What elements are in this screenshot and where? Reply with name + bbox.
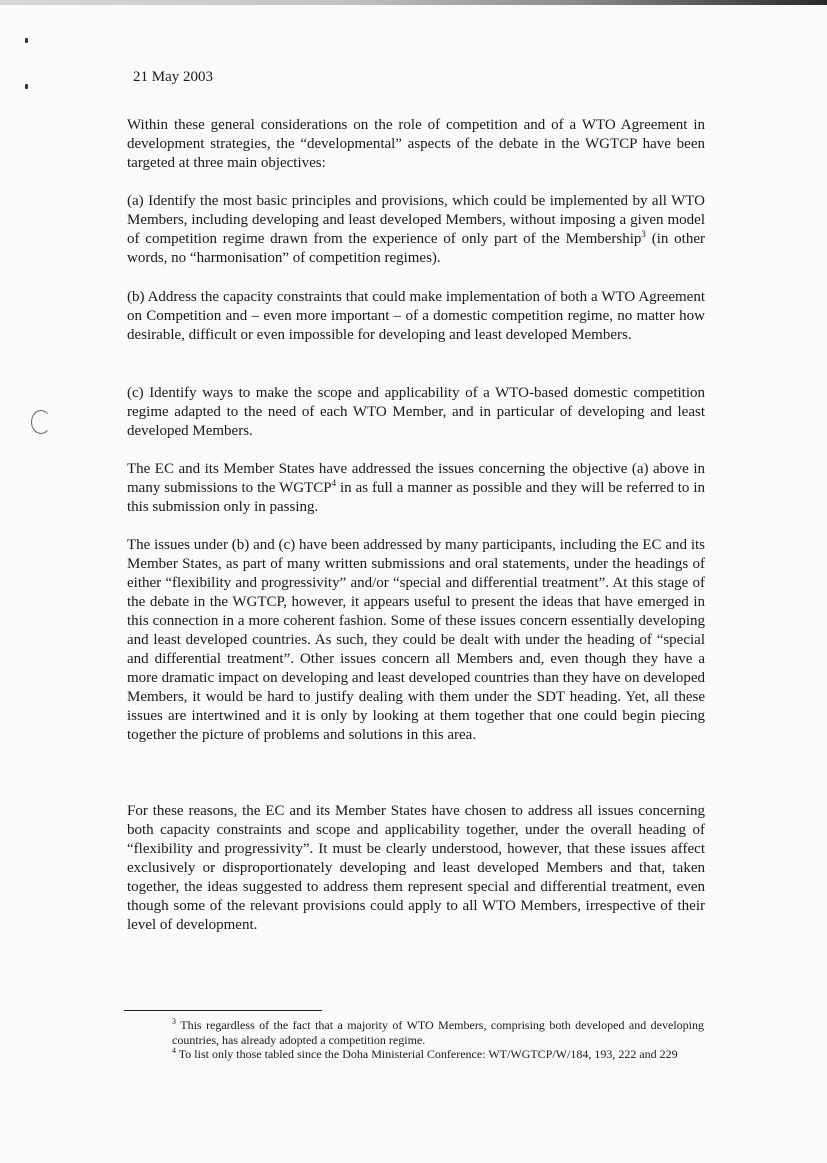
paragraph-objective-b: (b) Address the capacity constraints that could make implementation of both a WTO Agreement on Competition and – even more important – of a domestic competition regime, no matter how desirable, difficult or even impossible for developing and least developed Members. [127, 289, 705, 343]
paragraph-ec-submissions-text-end: in as full a manner as possible and they will be referred to in this submission only in passing. [127, 480, 705, 515]
footnote-text: To list only those tabled since the Doha Ministerial Conference: WT/WGTCP/W/184, 193, 222 and 229 [178, 1047, 678, 1061]
footnote-text: This regardless of the fact that a majority of WTO Members, comprising both developed and developing countries, has already adopted a competition regime. [172, 1018, 704, 1047]
paragraph-objective-a-text: (a) Identify the most basic principles and provisions, which could be implemented by all WTO Members, including developing and least developed Members, without imposing a given model of competition regime drawn from the experience of only part of the Membership [127, 193, 705, 247]
paragraph-issues-b-c: The issues under (b) and (c) have been addressed by many participants, including the EC and its Member States, as part of many written submissions and oral statements, under the headings of either “flexibility and progressivity” and/or “special and differential treatment”. At this stage of the debate in the WGTCP, however, it appears useful to present the ideas that have emerged in this connection in a more coherent fashion. Some of these issues concern essentially developing and least developed countries. As such, they could be dealt with under the heading of “special and differential treatment”. Other issues concern all Members and, even though they have a more dramatic impact on developing and least developed countries than they have on developed Members, it would be hard to justify dealing with them under the SDT heading. Yet, all these issues are intertwined and it is only by looking at them together that one could begin piecing together the picture of problems and solutions in this area. [127, 537, 705, 743]
footnote-ref-4[interactable]: 4 [331, 478, 337, 488]
paragraph-intro: Within these general considerations on the role of competition and of a WTO Agreement in development strategies, the “developmental” aspects of the debate in the WGTCP have been targeted at three main objectives: [127, 117, 705, 171]
paragraph-ec-submissions-text: The EC and its Member States have addressed the issues concerning the objective (a) above in many submissions to the WGTCP [127, 461, 705, 496]
footnote-separator [124, 1010, 322, 1011]
footnotes [172, 1018, 704, 1062]
paragraph-ec-submissions [127, 460, 705, 517]
document-date: 21 May 2003 [133, 69, 213, 85]
paragraph-objective-c: (c) Identify ways to make the scope and applicability of a WTO-based domestic competition regime adapted to the need of each WTO Member, and in particular of developing and least developed Members. [127, 385, 705, 439]
footnote-number: 3 [172, 1017, 176, 1026]
footnote-4 [172, 1047, 704, 1062]
scan-edge [0, 0, 827, 5]
binder-hole-mark [31, 410, 51, 434]
punch-mark-bottom [25, 84, 28, 89]
paragraph-objective-a-text-end: (in other words, no “harmonisation” of competition regimes). [127, 231, 706, 266]
footnote-ref-3[interactable]: 3 [641, 229, 646, 239]
paragraph-objective-a [127, 192, 705, 268]
punch-mark-top [25, 38, 28, 43]
footnote-3 [172, 1018, 704, 1047]
footnote-number: 4 [172, 1046, 176, 1055]
paragraph-reasons: For these reasons, the EC and its Member States have chosen to address all issues concerning both capacity constraints and scope and applicability together, under the overall heading of “flexibility and progressivity”. It must be clearly understood, however, that these issues affect exclusively or disproportionately developing and least developed Members and that, taken together, the ideas suggested to address them represent special and differential treatment, even though some of the relevant provisions could apply to all WTO Members, irrespective of their level of development. [127, 803, 705, 933]
